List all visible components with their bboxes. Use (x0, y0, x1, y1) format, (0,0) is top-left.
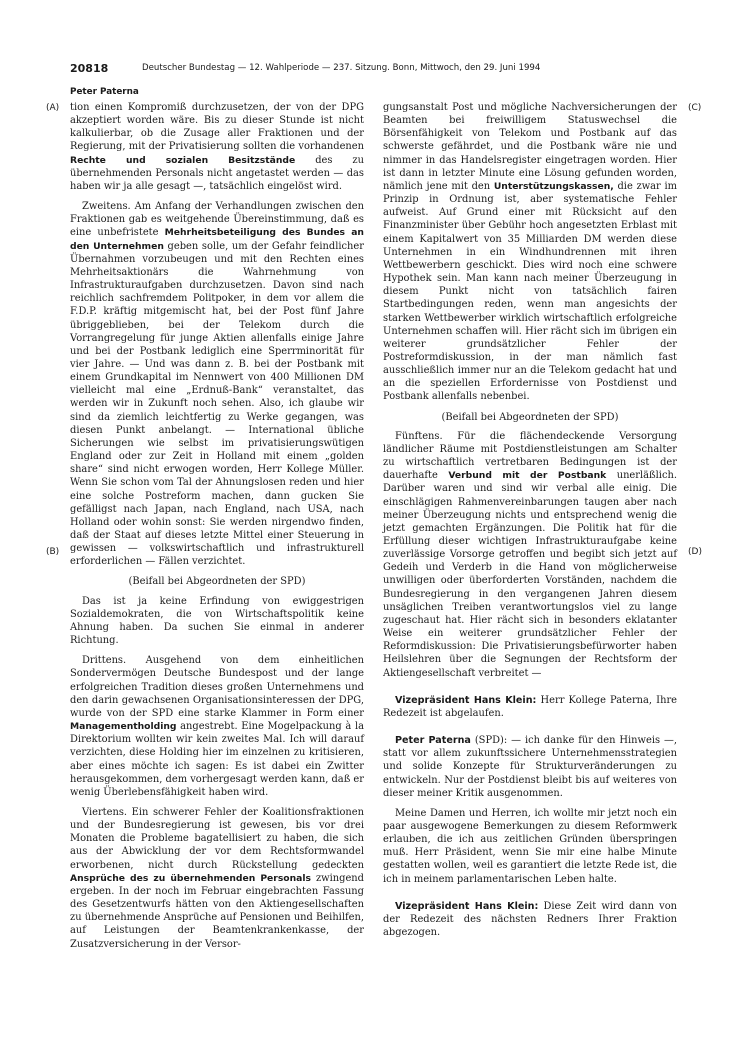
paragraph: Meine Damen und Herren, ich wollte mir jetzt noch ein paar ausgewogene Bemerkungen zu diesem Reformwerk erlauben, die ich aus zeitlichen Gründen überspringen muß. Herr Präsident, wenn Sie mir eine halbe Minute gestatten wollen, weil es garantiert die letzte Rede ist, die ich in meinem parlamentarischen Leben halte. (383, 807, 677, 885)
paragraph: Das ist ja keine Erfindung von ewiggestrigen Sozialdemokraten, die von Wirtschaftspolitik keine Ahnung haben. Da suchen Sie einmal in anderer Richtung. (70, 595, 364, 647)
applause-note: (Beifall bei Abgeordneten der SPD) (128, 576, 306, 588)
margin-marker-b: (B) (46, 547, 60, 557)
paragraph: Zweitens. Am Anfang der Verhandlungen zwischen den Fraktionen gab es weitgehende Übereinstimmung, daß es eine unbefristete Mehrheitsbeteiligung des Bundes an den Unternehmen geben solle, um der Gefahr feindlicher Übernahmen vorzubeugen und mit den Rechten eines Mehrheitsaktionärs die Wahrnehmung von Infrastrukturaufgaben durchzusetzen. Davon sind nach reichlich sachfremdem Politpoker, in dem vor allem die F.D.P. kräftig mitgemischt hat, bei der Post fünf Jahre übriggeblieben, bei der Telekom durch die Vorrangregelung für junge Aktien allenfalls einige Jahre und bei der Postbank lediglich eine Sperrminorität für vier Jahre. — Und was dann z. B. bei der Postbank mit einem Grundkapital im Nennwert von 400 Millionen DM vielleicht mal eine „Erdnuß-Bank“ veranstaltet, das werden wir in Zukunft noch sehen. Also, ich glaube wir sind da ziemlich leichtfertig zu Werke gegangen, was diesen Punkt anbelangt. — International übliche Sicherungen wie selbst im privatisierungswütigen England oder zur Zeit in Holland mit einem „golden share“ sind nicht erwogen worden, Herr Kollege Müller. Wenn Sie schon vom Tal der Ahnungslosen reden und hier eine solche Postreform machen, dann gucken Sie gefälligst nach Japan, nach England, nach USA, nach Holland oder wohin sonst: Sie werden nirgendwo finden, daß der Staat auf dieses letzte Mittel einer Steuerung in gewissen — volkswirtschaftlich und infrastrukturell erforderlichen — Fällen verzichtet. (70, 201, 364, 568)
paragraph: Viertens. Ein schwerer Fehler der Koalitionsfraktionen und der Bundesregierung ist gewesen, bis vor drei Monaten die Probleme bagatellisiert zu haben, die sich aus der Abwicklung der vor dem Rechtsformwandel erworbenen, nicht durch Rückstellung gedeckten Ansprüche des zu übernehmenden Personals zwingend ergeben. In der noch im Februar eingebrachten Fassung des Gesetzentwurfs hätten von den Aktiengesellschaften zu übernehmende Ansprüche auf Pensionen und Beihilfen, auf Leistungen der Beamtenkrankenkasse, der Zusatzversicherung in der Versor- (70, 806, 364, 950)
margin-marker-c: (C) (688, 103, 702, 113)
left-column (70, 101, 364, 958)
speaker-label: Peter Paterna (70, 87, 139, 97)
page-header (70, 62, 700, 78)
right-column (383, 101, 677, 946)
applause-note: (Beifall bei Abgeordneten der SPD) (441, 411, 619, 423)
speech-entry: Peter Paterna (SPD): — ich danke für den Hinweis —, statt vor allem zukunftssichere Unternehmensstrategien und solide Konzepte für Strukturveränderungen zu entwickeln. Nur der Postdienst bleibt bis auf weiteres von dieser meiner Kritik ausgenommen. (383, 735, 678, 799)
paragraph: tion einen Kompromiß durchzusetzen, der von der DPG akzeptiert worden wäre. Bis zu dieser Stunde ist nicht kalkulierbar, ob die Zusage aller Fraktionen und der Regierung, mit der Privatisierung sollten die vorhandenen Rechte und sozialen Besitzstände des zu übernehmenden Personals nicht angetastet werden — das haben wir ja alle gesagt —, tatsächlich eingelöst wird. (70, 102, 364, 192)
running-title: Deutscher Bundestag — 12. Wahlperiode — 237. Sitzung. Bonn, Mittwoch, den 29. Juni 1994 (142, 63, 541, 73)
paragraph: Fünftens. Für die flächendeckende Versorgung ländlicher Räume mit Postdienstleistungen am Schalter zu wirtschaftlich vertretbaren Bedingungen ist der dauerhafte Verbund mit der Postbank unerläßlich. Darüber waren und sind wir verbal alle einig. Die einschlägigen Rahmenvereinbarungen taugen aber nach meiner Überzeugung nichts und entsprechend wenig die jetzt gemachten Ergänzungen. Die Politik hat für die Erfüllung dieser wichtigen Infrastrukturaufgabe keine zuverlässige Vorsorge getroffen und begibt sich jetzt auf Gedeih und Verderb in die Hand von möglicherweise unwilligen oder überforderten Vorständen, nachdem die Bundesregierung in den vergangenen Jahren diesem unsäglichen Treiben verantwortungslos viel zu lange zugeschaut hat. Hier rächt sich in besonders eklatanter Weise ein weiterer grundsätzlicher Fehler der Reformdiskussion: Die Privatisierungsbefürworter haben Heilslehren über die Segnungen der Rechtsform der Aktiengesellschaft verbreitet — (383, 430, 677, 679)
speech-entry: Vizepräsident Hans Klein: Herr Kollege Paterna, Ihre Redezeit ist abgelaufen. (383, 694, 678, 719)
speech-entry: Vizepräsident Hans Klein: Diese Zeit wird dann von der Redezeit des nächsten Redners Ihrer Fraktion abgezogen. (383, 900, 677, 939)
margin-marker-a: (A) (46, 103, 60, 113)
paragraph: gungsanstalt Post und mögliche Nachversicherungen der Beamten bei freiwilligem Statuswechsel die Börsenfähigkeit von Telekom und Postbank auf das schwerste gefährdet, und die Postbank wäre nie und nimmer in das Handelsregister eingetragen worden. Hier ist dann in letzter Minute eine Lösung gefunden worden, nämlich jene mit den Unterstützungskassen, die zwar im Prinzip in Ordnung ist, aber systematische Fehler aufweist. Auf Grund einer mit Rücksicht auf den Finanzminister über Gebühr hoch angesetzten Erblast mit einem Kapitalwert von 35 Milliarden DM werden diese Unternehmen in ein Windhundrennen mit ihren Wettbewerbern geschickt. Dies wird noch eine schwere Hypothek sein. Man kann nach meiner Überzeugung in diesem Punkt nicht von tatsächlich fairen Startbedingungen reden, wenn man angesichts der starken Wettbewerber wirklich wirtschaftlich erfolgreiche Unternehmen schaffen will. Hier rächt sich im übrigen ein weiterer grundsätzlicher Fehler der Postreformdiskussion, in der man nämlich fast ausschließlich immer nur an die Telekom gedacht hat und an die speziellen Erfordernisse von Postdienst und Postbank allenfalls nebenbei. (383, 102, 678, 403)
page-number: 20818 (70, 62, 109, 75)
paragraph: Drittens. Ausgehend von dem einheitlichen Sondervermögen Deutsche Bundespost und der lange erfolgreichen Tradition dieses großen Unternehmens und den darin gewachsenen Organisationsinteressen der DPG, wurde von der SPD eine starke Klammer in Form einer Managementholding angestrebt. Eine Mogelpackung à la Direktorium wollten wir kein zweites Mal. Ich will darauf verzichten, diese Holding hier im einzelnen zu kritisieren, aber eines möchte ich sagen: Es ist dabei ein Zwitter herausgekommen, dem vorhergesagt werden kann, daß er wenig Überlebensfähigkeit haben wird. (70, 655, 364, 798)
margin-marker-d: (D) (688, 547, 702, 557)
